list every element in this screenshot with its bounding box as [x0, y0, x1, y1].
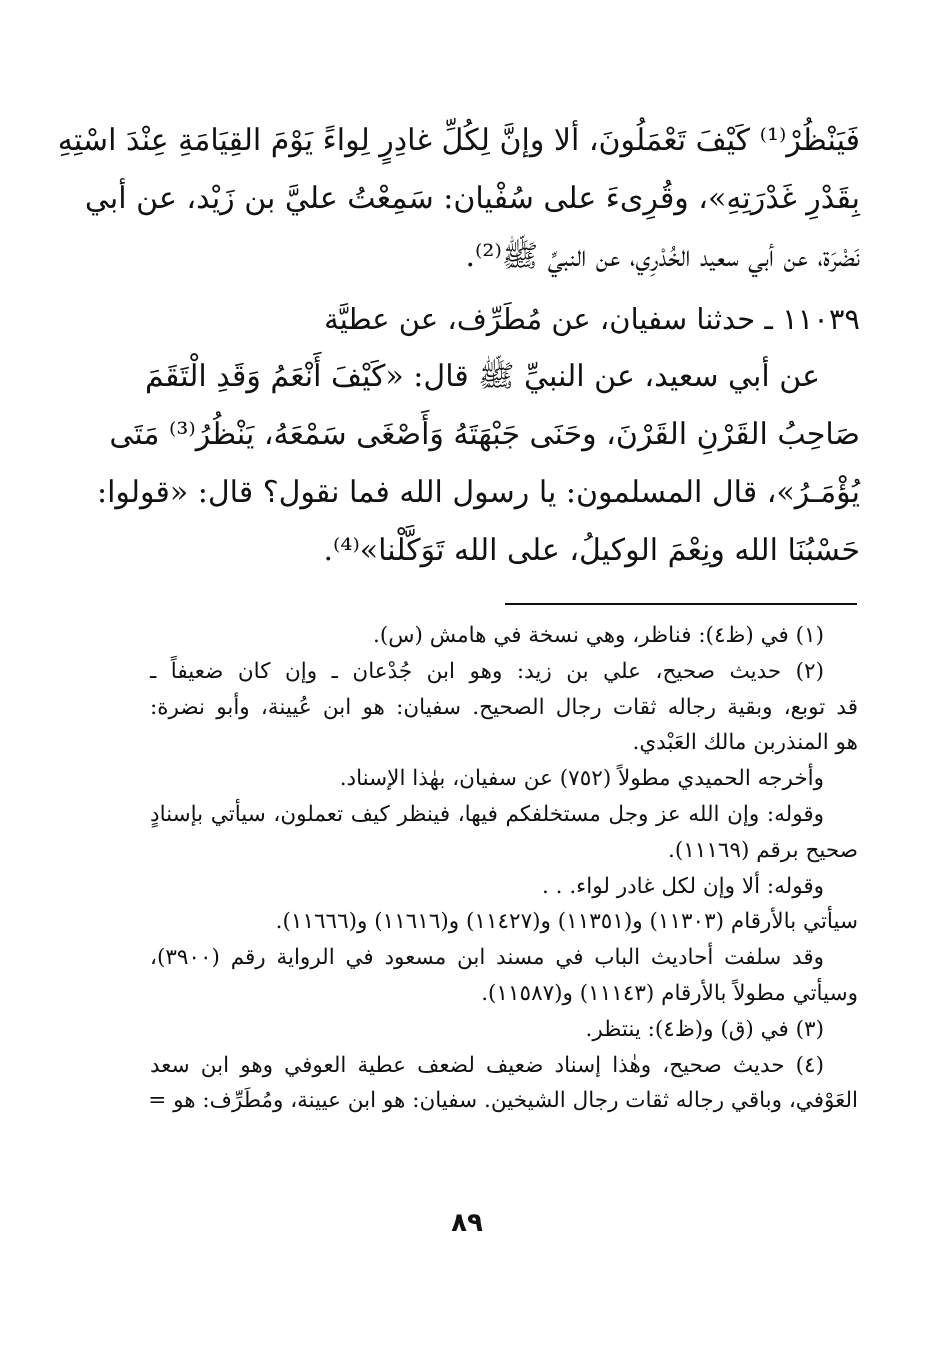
main-text-block: [57, 112, 860, 580]
footnote-line: هو المنذربن مالك العَبْدي.: [632, 730, 858, 756]
footnote-line: وأخرجه الحميدي مطولاً (٧٥٢) عن سفيان، بهٰذا الإسناد.: [339, 766, 824, 792]
page-number: ٨٩: [451, 1208, 483, 1238]
footnote-line: صحيح برقم (١١١٦٩).: [668, 837, 858, 863]
footnote-line: وقوله: ألا وإن لكل غادر لواء. . .: [541, 873, 824, 899]
footnote-line: وقوله: وإن الله عز وجل مستخلفكم فيها، فينظر كيف تعملون، سيأتي بإسنادٍ: [150, 801, 824, 827]
main-line: بِقَدْرِ غَدْرَتِهِ»، وقُرِىءَ على سُفْيان: سَمِعْتُ عليَّ بن زَيْد، عن أبي: [84, 181, 860, 216]
hadith-line: صَاحِبُ القَرْنِ القَرْنَ، وحَنَى جَبْهَتَهُ وَأَصْغَى سَمْعَهُ، يَنْظُرُ⁽³⁾ مَتَى: [109, 417, 860, 452]
footnote-line: وقد سلفت أحاديث الباب في مسند ابن مسعود في الرواية رقم (٣٩٠٠)،: [150, 945, 824, 971]
footnote-line: (٤) حديث صحيح، وهٰذا إسناد ضعيف لضعف عطية العوفي وهو ابن سعد: [150, 1052, 824, 1078]
footnote-line: قد توبع، وبقية رجاله ثقات رجال الصحيح. سفيان: هو ابن عُيينة، وأبو نضرة:: [150, 694, 858, 720]
hadith-heading: ١١٠٣٩ ـ حدثنا سفيان، عن مُطَرِّف، عن عطيَّة: [324, 302, 860, 336]
hadith-line: يُؤْمَـرُ»، قال المسلمون: يا رسول الله فما نقول؟ قال: «قولوا:: [96, 475, 860, 510]
main-line: نَضْرَة، عن أبي سعيد الخُدْرِي، عن النبيِّ ﷺ⁽²⁾.: [465, 239, 860, 274]
hadith-line: حَسْبُنَا الله ونِعْمَ الوكيلُ، على الله تَوَكَّلْنا»⁽⁴⁾.: [323, 533, 860, 568]
footnote-line: (٢) حديث صحيح، علي بن زيد: وهو ابن جُدْعان ـ وإن كان ضعيفاً ـ: [150, 658, 824, 684]
footnote-line: (٣) في (ق) و(ظ٤): ينتظر.: [585, 1016, 824, 1042]
footnote-line: وسيأتي مطولاً بالأرقام (١١١٤٣) و(١١٥٨٧).: [481, 980, 858, 1006]
hadith-line: عن أبي سعيد، عن النبيِّ ﷺ قال: «كَيْفَ أَنْعَمُ وَقَدِ الْتَقَمَ: [145, 359, 820, 394]
footnote-line: سيأتي بالأرقام (١١٣٠٣) و(١١٣٥١) و(١١٤٢٧) و(١١٦١٦) و(١١٦٦٦).: [275, 909, 858, 935]
footnote-separator: [505, 603, 857, 605]
main-line: فَيَنْظُرْ⁽¹⁾ كَيْفَ تَعْمَلُونَ، ألا وإنَّ لِكُلِّ غادِرٍ لِواءً يَوْمَ القِيَامَةِ عِنْدَ اسْتِهِ: [57, 123, 860, 158]
footnotes-block: [150, 618, 858, 1119]
footnote-line: العَوْفي، وباقي رجاله ثقات رجال الشيخين. سفيان: هو ابن عيينة، ومُطَرِّف: هو =: [148, 1088, 858, 1114]
footnote-line: (١) في (ظ٤): فناظر، وهي نسخة في هامش (س).: [373, 623, 824, 648]
